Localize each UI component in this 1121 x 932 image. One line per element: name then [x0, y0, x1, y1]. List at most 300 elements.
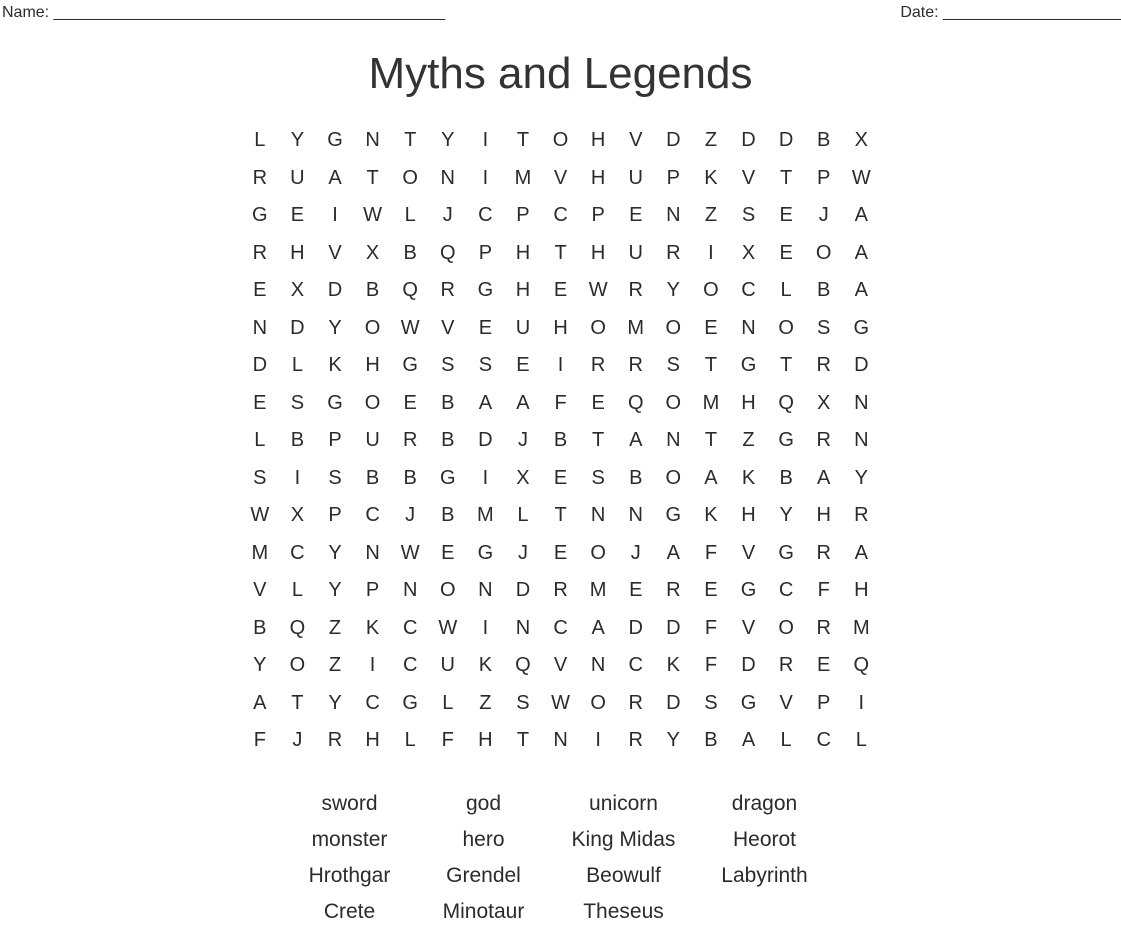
grid-letter: D — [741, 654, 756, 676]
grid-letter: F — [704, 541, 718, 564]
grid-letter: K — [666, 654, 680, 676]
word-list-item: sword — [321, 792, 378, 815]
grid-letter: J — [292, 729, 303, 751]
grid-letter: B — [704, 729, 718, 751]
grid-letter: G — [439, 466, 456, 489]
grid-letter: J — [517, 541, 528, 564]
grid-letter: K — [741, 466, 756, 489]
grid-letter: I — [369, 654, 376, 676]
grid-letter: N — [590, 654, 606, 676]
word-list-item: Hrothgar — [308, 864, 391, 887]
grid-letter: D — [515, 579, 531, 601]
grid-letter: A — [253, 691, 267, 714]
grid-letter: N — [854, 429, 869, 451]
grid-letter: W — [588, 279, 608, 301]
grid-letter: N — [553, 729, 568, 751]
grid-letter: G — [740, 354, 757, 376]
grid-letter: A — [854, 241, 868, 264]
grid-letter: G — [327, 391, 343, 414]
grid-letter: E — [441, 541, 455, 564]
grid-letter: Z — [742, 429, 755, 451]
grid-letter: C — [628, 654, 643, 676]
grid-letter: D — [741, 129, 756, 151]
grid-letter: W — [363, 204, 383, 226]
grid-letter: P — [817, 691, 831, 714]
grid-letter: E — [553, 279, 568, 301]
grid-letter: L — [780, 729, 792, 751]
grid-letter: I — [858, 691, 865, 714]
grid-letter: M — [514, 166, 532, 189]
grid-letter: P — [478, 241, 493, 264]
grid-letter: R — [628, 354, 643, 376]
grid-letter: G — [740, 579, 757, 601]
grid-letter: C — [365, 691, 380, 714]
grid-letter: T — [592, 429, 605, 451]
grid-letter: H — [553, 316, 568, 339]
grid-letter: Q — [627, 391, 644, 414]
grid-letter: L — [517, 504, 529, 526]
grid-letter: O — [665, 466, 682, 489]
grid-letter: K — [704, 166, 718, 189]
grid-letter: H — [590, 129, 606, 151]
grid-letter: O — [364, 316, 381, 339]
grid-letter: R — [553, 579, 568, 601]
grid-letter: U — [440, 654, 455, 676]
word-list-item: dragon — [731, 792, 798, 815]
word-list-item: Beowulf — [586, 864, 661, 887]
grid-letter: R — [816, 541, 831, 564]
grid-letter: J — [630, 541, 641, 564]
grid-letter: S — [591, 466, 605, 489]
grid-letter: L — [404, 729, 416, 751]
grid-letter: R — [252, 241, 268, 264]
grid-letter: J — [405, 504, 416, 526]
grid-letter: N — [252, 316, 268, 339]
grid-letter: Q — [439, 241, 456, 264]
grid-letter: F — [253, 729, 266, 751]
grid-letter: T — [780, 354, 793, 376]
grid-letter: X — [290, 279, 305, 301]
grid-letter: S — [741, 204, 756, 226]
grid-letter: T — [554, 504, 567, 526]
grid-letter: D — [666, 129, 681, 151]
word-column — [554, 786, 694, 930]
grid-letter: O — [364, 391, 381, 414]
grid-letter: C — [402, 616, 418, 639]
grid-letter: O — [703, 279, 719, 301]
grid-letter: D — [327, 279, 343, 301]
grid-letter: B — [441, 429, 455, 451]
grid-letter: H — [590, 241, 606, 264]
word-list-item: Theseus — [583, 900, 664, 923]
grid-letter: N — [590, 504, 606, 526]
grid-letter: C — [778, 579, 794, 601]
grid-letter: Q — [515, 654, 531, 676]
word-list-item: hero — [462, 828, 505, 851]
grid-letter: K — [328, 354, 342, 376]
grid-letter: A — [328, 166, 342, 189]
grid-letter: X — [817, 391, 831, 414]
grid-letter: M — [852, 616, 870, 639]
name-line: ____________________________________________ — [53, 4, 446, 21]
word-column — [694, 786, 836, 930]
grid-letter: E — [629, 204, 643, 226]
grid-letter: C — [402, 654, 418, 676]
grid-letter: O — [665, 391, 682, 414]
grid-letter: U — [290, 166, 305, 189]
word-list-item: god — [465, 792, 502, 815]
name-label: Name: — [2, 4, 50, 21]
grid-letter: U — [628, 166, 643, 189]
grid-letter: R — [816, 354, 831, 376]
word-list — [0, 786, 1121, 930]
grid-letter: A — [516, 391, 530, 414]
word-list-item: Labyrinth — [721, 864, 808, 887]
grid-letter: H — [478, 729, 493, 751]
grid-letter: Z — [704, 129, 718, 151]
grid-letter: R — [666, 579, 681, 601]
grid-letter: A — [817, 466, 831, 489]
grid-letter: Q — [853, 654, 870, 676]
grid-letter: I — [294, 466, 301, 489]
grid-letter: I — [482, 129, 489, 151]
grid-letter: B — [779, 466, 793, 489]
grid-letter: Q — [289, 616, 306, 639]
grid-letter: B — [817, 279, 831, 301]
grid-letter: D — [290, 316, 305, 339]
grid-letter: G — [402, 354, 418, 376]
grid-letter: E — [253, 279, 267, 301]
word-list-item: monster — [311, 828, 388, 851]
grid-letter: B — [403, 241, 417, 264]
grid-letter: T — [554, 241, 567, 264]
grid-letter: O — [552, 129, 569, 151]
grid-letter: R — [628, 729, 643, 751]
grid-letter: G — [477, 279, 494, 301]
grid-letter: D — [252, 354, 268, 376]
grid-letter: O — [778, 316, 794, 339]
grid-letter: V — [553, 654, 568, 676]
grid-letter: R — [854, 504, 869, 526]
grid-letter: R — [252, 166, 268, 189]
grid-letter: A — [478, 391, 493, 414]
grid-letter: E — [403, 391, 417, 414]
grid-letter: G — [327, 129, 343, 151]
grid-letter: O — [665, 316, 682, 339]
grid-letter: L — [855, 729, 867, 751]
word-list-item: Crete — [323, 900, 376, 923]
grid-letter: G — [740, 691, 757, 714]
grid-letter: O — [590, 541, 606, 564]
grid-letter: L — [291, 579, 303, 601]
grid-letter: E — [704, 316, 718, 339]
grid-letter: Y — [290, 129, 305, 151]
grid-letter: V — [441, 316, 455, 339]
grid-letter: A — [666, 541, 680, 564]
grid-letter: G — [402, 691, 418, 714]
grid-letter: P — [328, 429, 342, 451]
grid-letter: Z — [328, 654, 342, 676]
grid-letter: O — [590, 691, 606, 714]
grid-letter: R — [778, 654, 794, 676]
grid-letter: B — [253, 616, 267, 639]
grid-letter: S — [516, 691, 530, 714]
grid-letter: O — [778, 616, 794, 639]
grid-letter: M — [702, 391, 720, 414]
grid-letter: M — [589, 579, 607, 601]
letter-grid — [241, 122, 880, 760]
word-list-item: Grendel — [446, 864, 521, 887]
grid-letter: B — [365, 466, 380, 489]
grid-letter: V — [253, 579, 267, 601]
grid-letter: S — [666, 354, 680, 376]
grid-letter: V — [741, 541, 756, 564]
grid-letter: R — [440, 279, 455, 301]
grid-letter: N — [478, 579, 493, 601]
grid-letter: N — [440, 166, 455, 189]
grid-letter: S — [478, 354, 493, 376]
grid-letter: H — [590, 166, 606, 189]
grid-letter: T — [704, 429, 718, 451]
grid-letter: B — [441, 504, 455, 526]
grid-letter: E — [290, 204, 305, 226]
grid-letter: T — [516, 729, 530, 751]
grid-letter: V — [741, 166, 756, 189]
grid-letter: G — [665, 504, 682, 526]
grid-letter: P — [666, 166, 680, 189]
grid-letter: E — [478, 316, 493, 339]
grid-letter: D — [666, 691, 681, 714]
grid-letter: Z — [479, 691, 492, 714]
grid-letter: C — [290, 541, 305, 564]
grid-letter: T — [516, 129, 530, 151]
date-field[interactable] — [900, 3, 1121, 23]
grid-letter: X — [741, 241, 756, 264]
grid-letter: F — [554, 391, 567, 414]
grid-letter: E — [591, 391, 605, 414]
grid-letter: H — [741, 391, 756, 414]
grid-letter: G — [252, 204, 268, 226]
grid-letter: Y — [441, 129, 455, 151]
grid-letter: L — [254, 129, 266, 151]
grid-letter: X — [290, 504, 305, 526]
grid-letter: R — [590, 354, 606, 376]
grid-letter: H — [365, 354, 380, 376]
grid-letter: I — [332, 204, 338, 226]
grid-letter: W — [551, 691, 570, 714]
grid-letter: O — [402, 166, 418, 189]
grid-letter: R — [816, 429, 831, 451]
grid-letter: W — [438, 616, 458, 639]
grid-letter: W — [400, 316, 420, 339]
grid-letter: Y — [666, 279, 680, 301]
grid-letter: R — [666, 241, 681, 264]
grid-letter: Z — [328, 616, 342, 639]
grid-letter: A — [704, 466, 718, 489]
grid-letter: S — [817, 316, 831, 339]
grid-letter: G — [477, 541, 494, 564]
grid-letter: I — [482, 466, 489, 489]
grid-letter: L — [291, 354, 303, 376]
grid-letter: S — [441, 354, 455, 376]
grid-letter: E — [629, 579, 643, 601]
grid-letter: K — [365, 616, 380, 639]
grid-letter: Y — [328, 691, 342, 714]
grid-letter: E — [779, 241, 793, 264]
grid-letter: B — [553, 429, 568, 451]
grid-letter: C — [553, 204, 568, 226]
grid-letter: R — [327, 729, 343, 751]
grid-letter: O — [590, 316, 606, 339]
grid-letter: T — [366, 166, 379, 189]
grid-letter: A — [741, 729, 756, 751]
grid-letter: D — [628, 616, 643, 639]
grid-letter: A — [591, 616, 605, 639]
grid-letter: N — [666, 204, 681, 226]
grid-letter: E — [817, 654, 831, 676]
grid-letter: H — [515, 279, 531, 301]
grid-letter: S — [704, 691, 718, 714]
grid-letter: H — [515, 241, 531, 264]
grid-letter: W — [250, 504, 270, 526]
word-list-item: unicorn — [589, 792, 658, 815]
grid-letter: M — [477, 504, 494, 526]
grid-letter: I — [557, 354, 564, 376]
date-label: Date: — [900, 4, 939, 21]
grid-letter: G — [778, 541, 794, 564]
grid-letter: Y — [253, 654, 267, 676]
grid-letter: F — [704, 654, 718, 676]
grid-letter: I — [482, 166, 489, 189]
grid-letter: N — [365, 541, 380, 564]
grid-letter: S — [290, 391, 305, 414]
grid-letter: W — [851, 166, 871, 189]
grid-letter: X — [516, 466, 530, 489]
grid-letter: N — [854, 391, 869, 414]
grid-letter: L — [404, 204, 416, 226]
grid-letter: Y — [328, 579, 342, 601]
grid-letter: B — [403, 466, 417, 489]
grid-letter: I — [482, 616, 489, 639]
grid-letter: F — [441, 729, 454, 751]
grid-letter: N — [741, 316, 756, 339]
grid-letter: Q — [402, 279, 418, 301]
grid-letter: C — [741, 279, 756, 301]
grid-letter: F — [704, 616, 718, 639]
grid-letter: D — [778, 129, 794, 151]
grid-letter: A — [854, 541, 868, 564]
grid-letter: N — [628, 504, 643, 526]
grid-letter: J — [818, 204, 829, 226]
grid-letter: D — [666, 616, 681, 639]
grid-letter: V — [629, 129, 643, 151]
grid-letter: Y — [328, 541, 342, 564]
grid-letter: B — [290, 429, 305, 451]
grid-letter: W — [400, 541, 420, 564]
grid-letter: H — [854, 579, 869, 601]
grid-letter: T — [291, 691, 304, 714]
grid-letter: E — [553, 541, 568, 564]
grid-letter: S — [328, 466, 342, 489]
grid-letter: J — [517, 429, 528, 451]
grid-letter: H — [816, 504, 831, 526]
grid-letter: E — [779, 204, 793, 226]
word-column — [286, 786, 414, 930]
grid-letter: P — [591, 204, 605, 226]
grid-letter: T — [780, 166, 793, 189]
grid-letter: Y — [779, 504, 793, 526]
grid-letter: E — [553, 466, 568, 489]
grid-letter: X — [365, 241, 380, 264]
word-list-item: King Midas — [571, 828, 676, 851]
word-list-item: Minotaur — [442, 900, 525, 923]
grid-letter: K — [478, 654, 493, 676]
grid-letter: C — [553, 616, 568, 639]
grid-letter: N — [666, 429, 681, 451]
grid-letter: Y — [854, 466, 868, 489]
puzzle-title: Myths and Legends — [368, 49, 753, 98]
grid-letter: N — [365, 129, 380, 151]
grid-letter: N — [515, 616, 531, 639]
grid-letter: K — [704, 504, 718, 526]
grid-letter: A — [854, 204, 868, 226]
grid-letter: T — [404, 129, 417, 151]
grid-letter: V — [328, 241, 342, 264]
grid-letter: R — [402, 429, 418, 451]
grid-letter: E — [704, 579, 718, 601]
grid-letter: Q — [778, 391, 794, 414]
grid-letter: E — [516, 354, 530, 376]
grid-letter: X — [854, 129, 868, 151]
word-column — [414, 786, 554, 930]
grid-letter: H — [741, 504, 756, 526]
grid-letter: P — [817, 166, 831, 189]
grid-letter: R — [628, 691, 643, 714]
grid-letter: L — [254, 429, 266, 451]
grid-letter: R — [628, 279, 643, 301]
grid-letter: C — [365, 504, 380, 526]
grid-letter: G — [778, 429, 794, 451]
grid-letter: M — [627, 316, 645, 339]
grid-letter: U — [365, 429, 380, 451]
grid-letter: O — [815, 241, 832, 264]
name-field[interactable] — [2, 3, 445, 23]
grid-letter: M — [251, 541, 269, 564]
grid-letter: P — [328, 504, 342, 526]
grid-letter: R — [816, 616, 831, 639]
grid-letter: L — [442, 691, 454, 714]
grid-letter: Y — [666, 729, 680, 751]
grid-letter: P — [516, 204, 530, 226]
grid-letter: E — [253, 391, 267, 414]
grid-letter: D — [478, 429, 493, 451]
grid-letter: O — [289, 654, 306, 676]
grid-letter: O — [439, 579, 456, 601]
grid-letter: V — [741, 616, 756, 639]
grid-letter: I — [595, 729, 601, 751]
grid-letter: H — [290, 241, 305, 264]
date-line: ____________________ — [943, 4, 1121, 21]
grid-letter: B — [629, 466, 643, 489]
grid-letter: J — [442, 204, 453, 226]
grid-letter: A — [629, 429, 643, 451]
grid-letter: C — [816, 729, 831, 751]
grid-letter: Z — [704, 204, 718, 226]
grid-letter: B — [817, 129, 831, 151]
word-list-item: Heorot — [732, 828, 797, 851]
grid-letter: G — [853, 316, 870, 339]
grid-letter: S — [253, 466, 267, 489]
